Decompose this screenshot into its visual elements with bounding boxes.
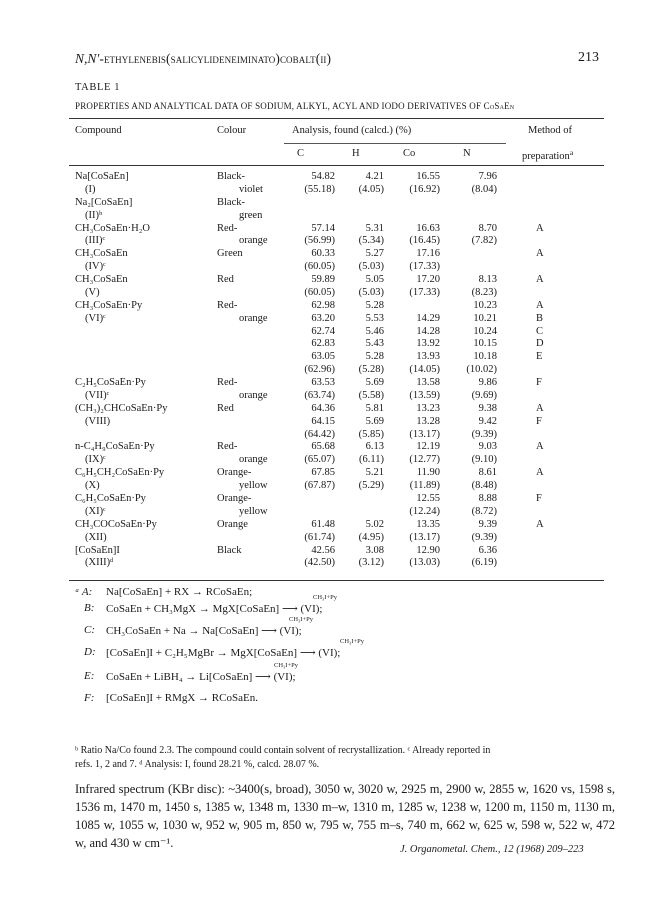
cell-n: (9.69) xyxy=(471,389,497,401)
cell-n: 8.61 xyxy=(478,467,497,479)
table-caption: PROPERTIES AND ANALYTICAL DATA OF SODIUM, ALKYL, ACYL AND IODO DERIVATIVES OF CoSaEn xyxy=(75,101,515,111)
cell-n: 10.15 xyxy=(473,338,497,350)
cell-c: (55.18) xyxy=(304,183,335,195)
reaction-label: C: xyxy=(84,624,95,636)
cell-n: (8.04) xyxy=(471,183,497,195)
running-head-prefix: N,N′ xyxy=(75,51,100,66)
cell-n: 9.38 xyxy=(478,402,497,414)
cell-c: 65.68 xyxy=(311,441,335,453)
cell-co: (13.17) xyxy=(409,531,440,543)
cell-n: 10.24 xyxy=(473,325,497,337)
cell-compound: (V) xyxy=(85,286,100,298)
cell-compound: (CH₃)₂CHCoSaEn·Py xyxy=(75,402,168,414)
cell-compound: n-C₄H₉CoSaEn·Py xyxy=(75,441,155,453)
cell-co: 13.28 xyxy=(416,415,440,427)
header-co: Co xyxy=(403,148,416,159)
cell-h: 5.31 xyxy=(365,222,384,234)
reaction-equation: CoSaEn + LiBH₄ → Li[CoSaEn] ⟶ (VI); xyxy=(106,671,296,683)
reaction-equation: CoSaEn + CH₃MgX → MgX[CoSaEn] ⟶ (VI); xyxy=(106,603,323,615)
cell-colour: Red- xyxy=(217,377,238,389)
footnote-b-line2: refs. 1, 2 and 7. ᵈ Analysis: I, found 28.21 %, calcd. 28.07 %. xyxy=(75,759,320,770)
cell-co: (12.24) xyxy=(409,505,440,517)
cell-h: 5.69 xyxy=(365,415,384,427)
cell-method: A xyxy=(536,222,544,234)
cell-compound: (I) xyxy=(85,183,96,195)
table-label: TABLE 1 xyxy=(75,82,121,93)
cell-h: 5.53 xyxy=(365,312,384,324)
cell-colour: orange xyxy=(239,454,268,466)
cell-method: B xyxy=(536,312,544,324)
cell-c: 59.89 xyxy=(311,274,335,286)
cell-co: 12.19 xyxy=(416,441,440,453)
cell-method: A xyxy=(536,467,544,479)
cell-compound: (IX)ᶜ xyxy=(85,454,106,466)
cell-compound: CH₃CoSaEn xyxy=(75,274,128,286)
cell-method: F xyxy=(536,493,542,504)
cell-c: 63.53 xyxy=(311,377,335,389)
cell-co: 16.55 xyxy=(416,171,440,182)
cell-compound: CH₃CoSaEn·Py xyxy=(75,299,143,311)
cell-compound: (X) xyxy=(85,480,100,492)
header-n: N xyxy=(463,148,471,159)
cell-colour: Orange xyxy=(217,518,248,530)
cell-co: 17.20 xyxy=(416,274,440,286)
cell-h: (5.85) xyxy=(358,428,384,440)
cell-co: (12.77) xyxy=(409,454,440,466)
cell-co: (16.45) xyxy=(409,235,440,247)
page-number: 213 xyxy=(578,50,599,65)
cell-h: 5.69 xyxy=(365,377,384,389)
cell-c: (60.05) xyxy=(304,286,335,298)
cell-h: 4.21 xyxy=(365,171,384,182)
header-h: H xyxy=(352,148,360,159)
cell-n: (10.02) xyxy=(466,364,497,376)
cell-h: 5.28 xyxy=(365,299,384,311)
cell-compound: [CoSaEn]I xyxy=(75,544,120,556)
cell-colour: violet xyxy=(239,183,263,195)
cell-n: 9.03 xyxy=(478,441,497,453)
cell-co: (11.89) xyxy=(409,480,440,492)
cell-compound: CH₃CoSaEn·H₂O xyxy=(75,222,150,234)
cell-n: (8.23) xyxy=(471,286,497,298)
cell-c: (64.42) xyxy=(304,428,335,440)
cell-compound: (III)ᶜ xyxy=(85,235,106,247)
cell-n: 10.18 xyxy=(473,351,497,363)
cell-co: 13.92 xyxy=(416,338,440,350)
reaction-equation: CH₃CoSaEn + Na → Na[CoSaEn] ⟶ (VI); xyxy=(106,625,302,637)
cell-method: A xyxy=(536,299,544,311)
cell-method: A xyxy=(536,518,544,530)
cell-h: 5.46 xyxy=(365,325,384,337)
cell-co: (13.59) xyxy=(409,389,440,401)
cell-compound: (VIII) xyxy=(85,415,111,427)
cell-co: 13.23 xyxy=(416,402,440,414)
cell-colour: Red xyxy=(217,274,234,286)
cell-co: (16.92) xyxy=(409,183,440,195)
footnote-b-line1: ᵇ Ratio Na/Co found 2.3. The compound could contain solvent of recrystallization. ᶜ Already reported in xyxy=(75,745,491,756)
table-bottom-rule xyxy=(69,580,604,581)
cell-co: 17.16 xyxy=(416,248,440,260)
cell-h: 5.43 xyxy=(365,338,384,350)
reaction-equation: [CoSaEn]I + RMgX → RCoSaEn. xyxy=(106,692,258,704)
cell-h: (4.05) xyxy=(358,183,384,195)
cell-co: (13.03) xyxy=(409,557,440,569)
cell-compound: (IV)ᶜ xyxy=(85,261,106,273)
cell-co: 12.90 xyxy=(416,544,440,556)
cell-h: 5.02 xyxy=(365,518,384,530)
header-compound: Compound xyxy=(75,125,122,136)
header-colour: Colour xyxy=(217,125,247,136)
cell-colour: orange xyxy=(239,312,268,324)
cell-compound: CH₃CoSaEn xyxy=(75,248,128,260)
cell-c: 57.14 xyxy=(311,222,335,234)
cell-co: 13.93 xyxy=(416,351,440,363)
header-method-2 xyxy=(522,148,573,162)
cell-h: (5.03) xyxy=(358,286,384,298)
cell-compound: (XI)ᶜ xyxy=(85,505,106,517)
cell-h: 6.13 xyxy=(365,441,384,453)
cell-h: (5.34) xyxy=(358,235,384,247)
cell-c: (67.87) xyxy=(304,480,335,492)
cell-colour: orange xyxy=(239,235,268,247)
cell-n: 8.13 xyxy=(478,274,497,286)
cell-compound: (XIII)ᵈ xyxy=(85,557,114,569)
cell-c: 62.83 xyxy=(311,338,335,350)
cell-n: 6.36 xyxy=(478,544,497,556)
cell-compound: C₆H₅CH₂CoSaEn·Py xyxy=(75,467,165,479)
cell-n: 8.88 xyxy=(478,493,497,504)
cell-method: A xyxy=(536,402,544,414)
cell-n: (8.72) xyxy=(471,505,497,517)
cell-colour: green xyxy=(239,209,263,221)
cell-colour: Orange- xyxy=(217,467,252,479)
reaction-label: F: xyxy=(84,692,95,704)
reaction-condition: CH₃I+Py xyxy=(289,616,313,623)
cell-c: (56.99) xyxy=(304,235,335,247)
cell-compound: C₂H₅CoSaEn·Py xyxy=(75,377,146,389)
cell-n: (9.10) xyxy=(471,454,497,466)
header-method-note: a xyxy=(569,148,574,157)
cell-colour: Red- xyxy=(217,441,238,453)
cell-n: 9.42 xyxy=(478,415,497,427)
cell-compound: (VI)ᶜ xyxy=(85,312,106,324)
cell-co: 14.28 xyxy=(416,325,440,337)
cell-method: F xyxy=(536,415,542,427)
running-head xyxy=(75,51,331,67)
cell-colour: Red- xyxy=(217,299,238,311)
header-method-text: preparation xyxy=(522,151,570,162)
cell-c: 54.82 xyxy=(311,171,335,182)
header-analysis: Analysis, found (calcd.) (%) xyxy=(292,125,412,136)
cell-c: 62.98 xyxy=(311,299,335,311)
cell-compound: C₆H₅CoSaEn·Py xyxy=(75,493,146,504)
reaction-label: ᵃ A: xyxy=(75,586,93,598)
cell-n: 9.39 xyxy=(478,518,497,530)
reaction-condition: CH₃I+Py xyxy=(274,662,298,669)
reaction-label: E: xyxy=(84,670,95,682)
running-head-title: -ethylenebis(salicylideneiminato)cobalt(ii) xyxy=(99,51,332,66)
cell-colour: Black xyxy=(217,544,242,556)
cell-c: 62.74 xyxy=(311,325,335,337)
header-method-1: Method of xyxy=(528,125,573,136)
cell-h: 3.08 xyxy=(365,544,384,556)
cell-colour: Black- xyxy=(217,196,245,208)
cell-n: (7.82) xyxy=(471,235,497,247)
cell-h: (5.29) xyxy=(358,480,384,492)
cell-h: (4.95) xyxy=(358,531,384,543)
cell-n: 10.21 xyxy=(473,312,497,324)
cell-c: 61.48 xyxy=(311,518,335,530)
cell-colour: Red- xyxy=(217,222,238,234)
cell-h: 5.27 xyxy=(365,248,384,260)
cell-c: (65.07) xyxy=(304,454,335,466)
reaction-condition: CH₃I+Py xyxy=(313,594,337,601)
cell-colour: Orange- xyxy=(217,493,252,504)
cell-c: 64.36 xyxy=(311,402,335,414)
cell-colour: orange xyxy=(239,389,268,401)
cell-co: 13.35 xyxy=(416,518,440,530)
cell-h: 5.05 xyxy=(365,274,384,286)
cell-colour: Green xyxy=(217,248,243,260)
cell-n: 8.70 xyxy=(478,222,497,234)
reaction-label: D: xyxy=(84,646,96,658)
cell-n: (9.39) xyxy=(471,428,497,440)
cell-method: C xyxy=(536,325,544,337)
cell-n: 9.86 xyxy=(478,377,497,389)
cell-n: (6.19) xyxy=(471,557,497,569)
cell-compound: Na₂[CoSaEn] xyxy=(75,196,133,208)
cell-compound: (II)ᵇ xyxy=(85,209,103,221)
table-top-rule xyxy=(69,118,604,119)
cell-compound: (VII)ᶜ xyxy=(85,389,110,401)
cell-method: D xyxy=(536,338,544,350)
cell-c: 42.56 xyxy=(311,544,335,556)
cell-h: (5.28) xyxy=(358,364,384,376)
reaction-condition: CH₃I+Py xyxy=(340,638,364,645)
cell-c: (60.05) xyxy=(304,261,335,273)
cell-c: 67.85 xyxy=(311,467,335,479)
cell-colour: yellow xyxy=(239,480,268,492)
cell-h: 5.81 xyxy=(365,402,384,414)
analysis-subrule xyxy=(284,143,506,144)
cell-colour: Black- xyxy=(217,171,245,182)
cell-co: (17.33) xyxy=(409,286,440,298)
cell-co: 13.58 xyxy=(416,377,440,389)
cell-method: A xyxy=(536,274,544,286)
cell-compound: Na[CoSaEn] xyxy=(75,171,129,182)
cell-c: (42.50) xyxy=(304,557,335,569)
cell-h: (5.03) xyxy=(358,261,384,273)
cell-c: 60.33 xyxy=(311,248,335,260)
cell-c: (61.74) xyxy=(304,531,335,543)
cell-c: (63.74) xyxy=(304,389,335,401)
cell-co: 14.29 xyxy=(416,312,440,324)
header-c: C xyxy=(297,148,305,159)
cell-n: 10.23 xyxy=(473,299,497,311)
cell-compound: (XII) xyxy=(85,531,107,543)
cell-h: (6.11) xyxy=(359,454,384,466)
cell-n: 7.96 xyxy=(478,171,497,182)
reaction-equation: Na[CoSaEn] + RX → RCoSaEn; xyxy=(106,586,253,598)
cell-co: 16.63 xyxy=(416,222,440,234)
table-header-rule xyxy=(69,165,604,166)
cell-c: (62.96) xyxy=(304,364,335,376)
cell-method: E xyxy=(536,351,543,363)
cell-h: (5.58) xyxy=(358,389,384,401)
cell-n: (8.48) xyxy=(471,480,497,492)
cell-c: 63.20 xyxy=(311,312,335,324)
journal-footer: J. Organometal. Chem., 12 (1968) 209–223 xyxy=(400,844,584,855)
cell-co: 12.55 xyxy=(416,493,440,504)
cell-h: 5.21 xyxy=(365,467,384,479)
cell-n: (9.39) xyxy=(471,531,497,543)
cell-co: 11.90 xyxy=(416,467,440,479)
infrared-spectrum-paragraph: Infrared spectrum (KBr disc): ~3400(s, broad), 3050 w, 3020 w, 2925 m, 2900 w, 2855 w, 1620 vs, 1598 s, 1536 m, 1470 m, 1450 s, 1385 w, 1348 m, 1330 m–w, 1310 m, 1285 w, 1238 w, 1200 m, 1150 m, 1130 m, 1085 w, 1055 w, 1030 w, 952 w, 905 m, 850 w, 795 w, 755 m–s, 740 m, 662 w, 625 w, 598 w, 522 w, 472 w, and 430 w cm⁻¹. xyxy=(75,782,615,850)
cell-colour: Red xyxy=(217,402,234,414)
cell-h: (3.12) xyxy=(358,557,384,569)
cell-method: A xyxy=(536,248,544,260)
cell-co: (17.33) xyxy=(409,261,440,273)
cell-colour: yellow xyxy=(239,505,268,517)
cell-co: (13.17) xyxy=(409,428,440,440)
cell-compound: CH₃COCoSaEn·Py xyxy=(75,518,157,530)
cell-co: (14.05) xyxy=(409,364,440,376)
cell-method: F xyxy=(536,377,542,389)
cell-method: A xyxy=(536,441,544,453)
reaction-label: B: xyxy=(84,602,95,614)
cell-c: 64.15 xyxy=(311,415,335,427)
reaction-equation: [CoSaEn]I + C₂H₅MgBr → MgX[CoSaEn] ⟶ (VI); xyxy=(106,647,341,659)
cell-h: 5.28 xyxy=(365,351,384,363)
cell-c: 63.05 xyxy=(311,351,335,363)
